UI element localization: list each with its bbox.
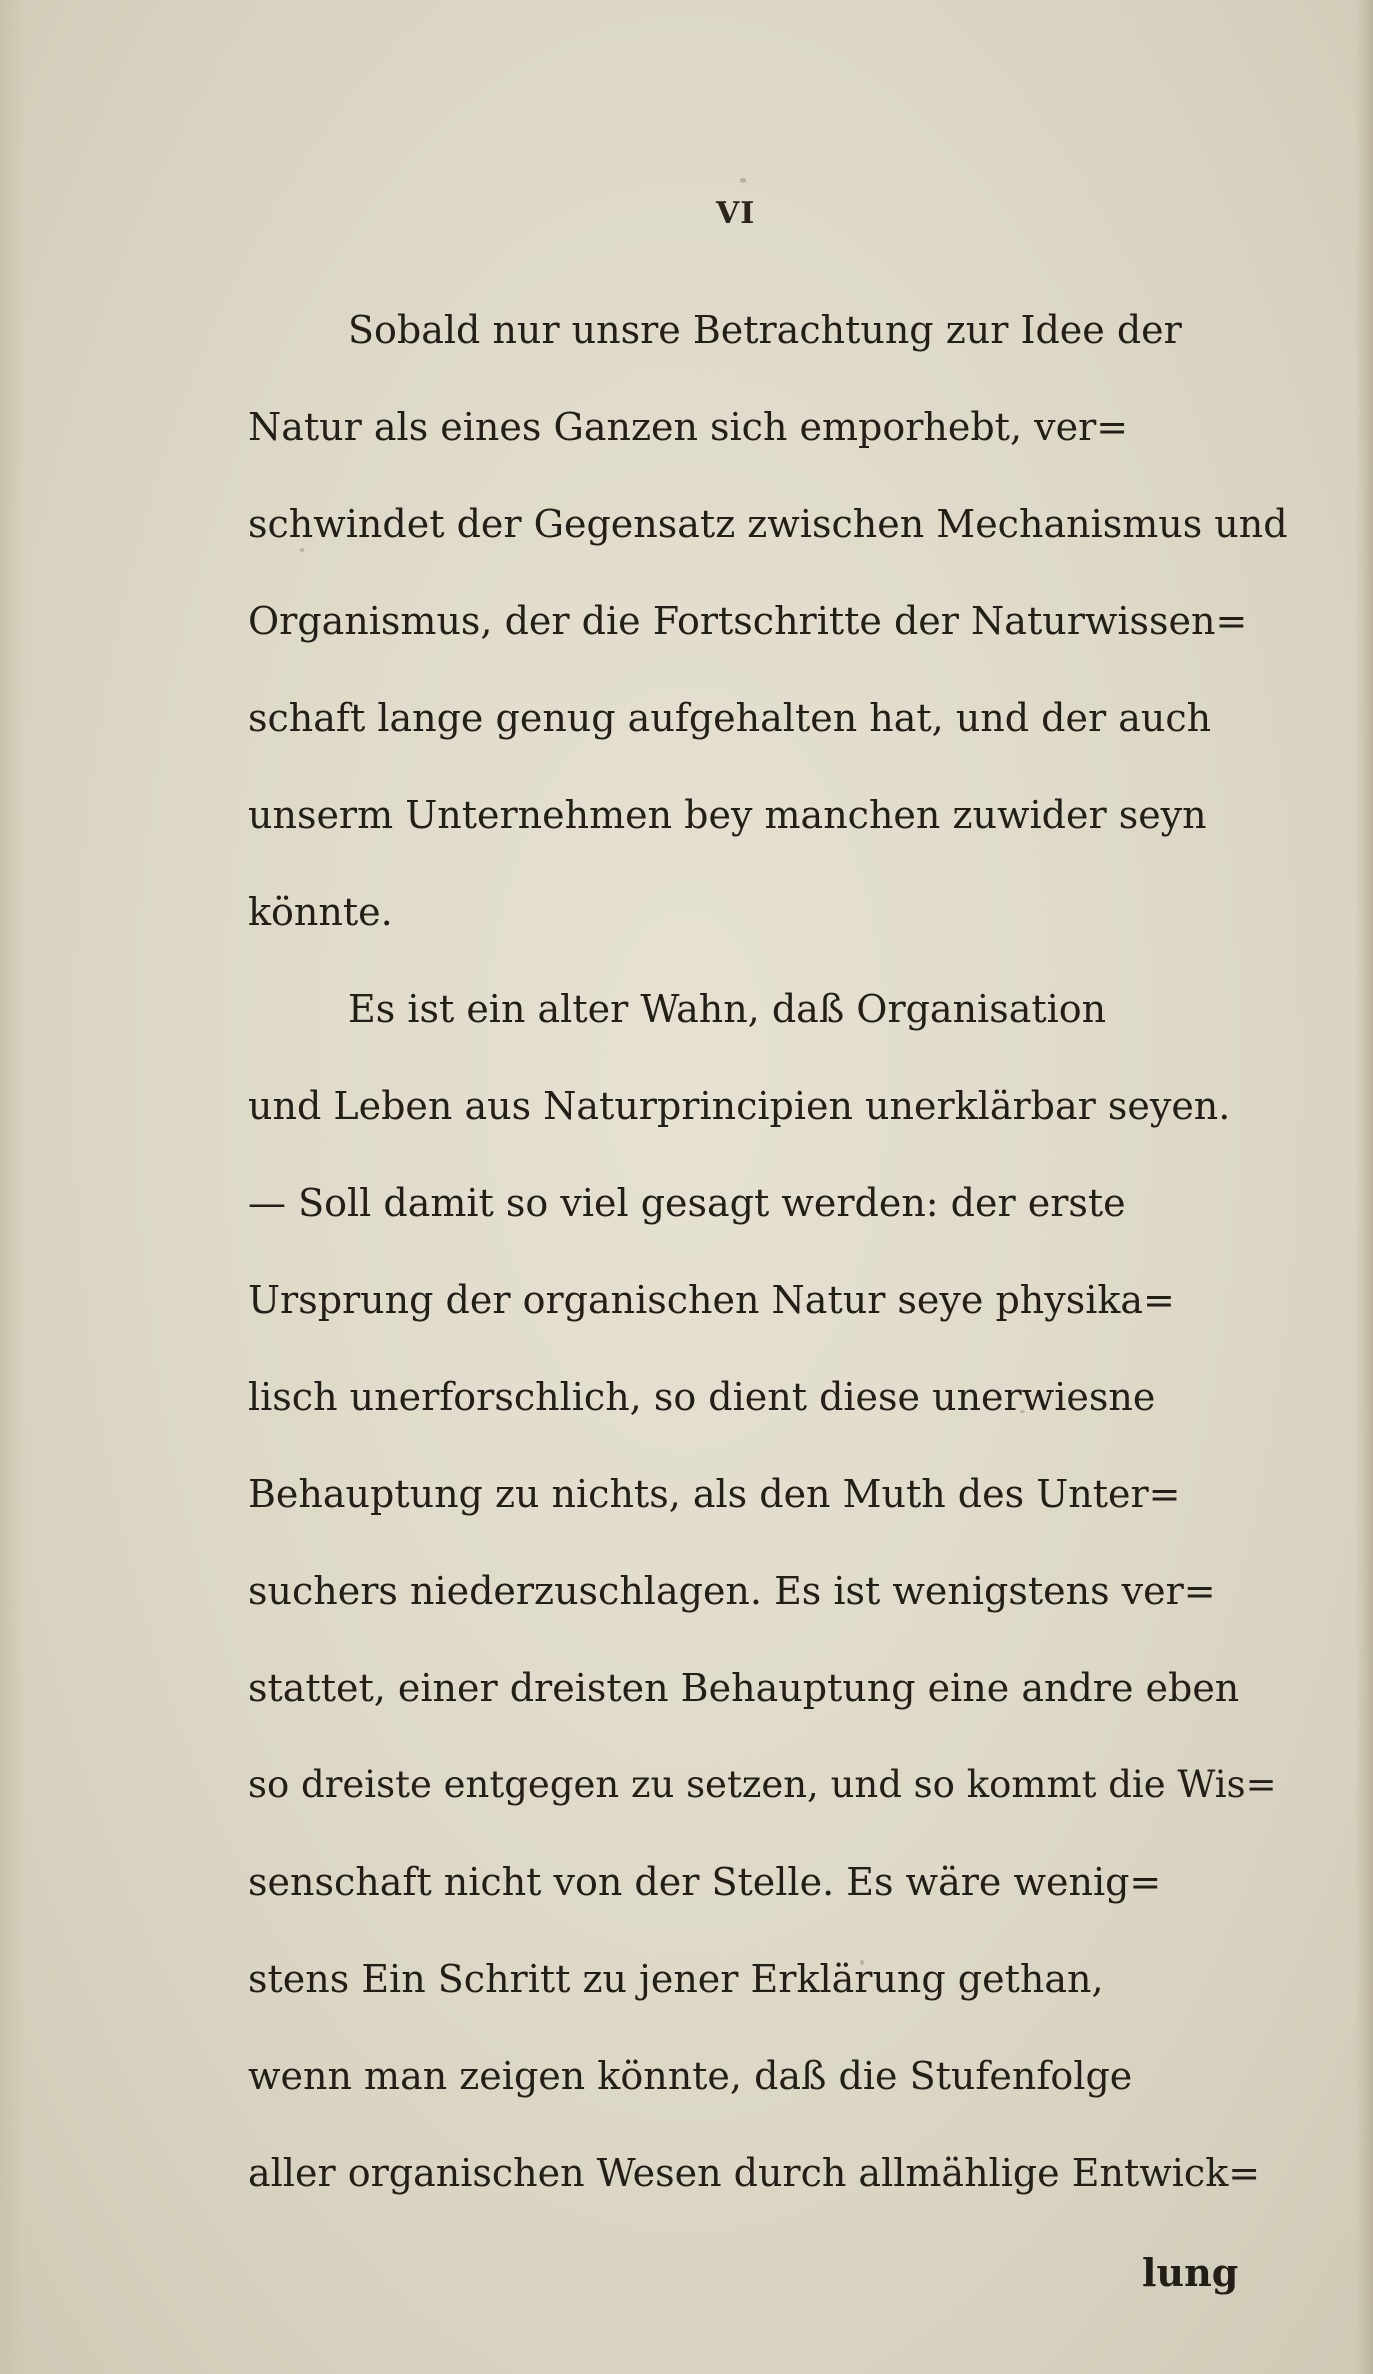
text-line: Ursprung der organischen Natur seye physika= bbox=[248, 1278, 1175, 1322]
text-line: stens Ein Schritt zu jener Erklärung gethan, bbox=[248, 1957, 1104, 2001]
paper-speck bbox=[300, 548, 304, 552]
paper-speck bbox=[740, 178, 746, 183]
text-line: senschaft nicht von der Stelle. Es wäre wenig= bbox=[248, 1860, 1162, 1904]
text-line: und Leben aus Naturprincipien unerklärbar seyen. bbox=[248, 1084, 1231, 1128]
text-line: suchers niederzuschlagen. Es ist wenigstens ver= bbox=[248, 1569, 1216, 1613]
page-number: VI bbox=[716, 196, 756, 231]
text-line: lisch unerforschlich, so dient diese unerwiesne bbox=[248, 1375, 1156, 1419]
text-line: — Soll damit so viel gesagt werden: der erste bbox=[248, 1181, 1126, 1225]
text-line: Behauptung zu nichts, als den Muth des Unter= bbox=[248, 1472, 1181, 1516]
page-edge-shadow bbox=[0, 0, 26, 2374]
page-edge-shadow bbox=[1355, 0, 1373, 2374]
text-line: Sobald nur unsre Betrachtung zur Idee der bbox=[348, 308, 1182, 352]
text-line: könnte. bbox=[248, 890, 393, 934]
text-line: schwindet der Gegensatz zwischen Mechanismus und bbox=[248, 502, 1288, 546]
text-line: Natur als eines Ganzen sich emporhebt, ver= bbox=[248, 405, 1129, 449]
text-line: aller organischen Wesen durch allmählige Entwick= bbox=[248, 2151, 1261, 2195]
text-line: Es ist ein alter Wahn, daß Organisation bbox=[348, 987, 1107, 1031]
text-line: Organismus, der die Fortschritte der Naturwissen= bbox=[248, 599, 1248, 643]
text-line: schaft lange genug aufgehalten hat, und der auch bbox=[248, 696, 1212, 740]
text-line: stattet, einer dreisten Behauptung eine andre eben bbox=[248, 1666, 1240, 1710]
catchword: lung bbox=[1142, 2250, 1239, 2295]
text-line: unserm Unternehmen bey manchen zuwider seyn bbox=[248, 793, 1207, 837]
text-line: wenn man zeigen könnte, daß die Stufenfolge bbox=[248, 2054, 1133, 2098]
text-line: so dreiste entgegen zu setzen, und so kommt die Wis= bbox=[248, 1763, 1277, 1806]
